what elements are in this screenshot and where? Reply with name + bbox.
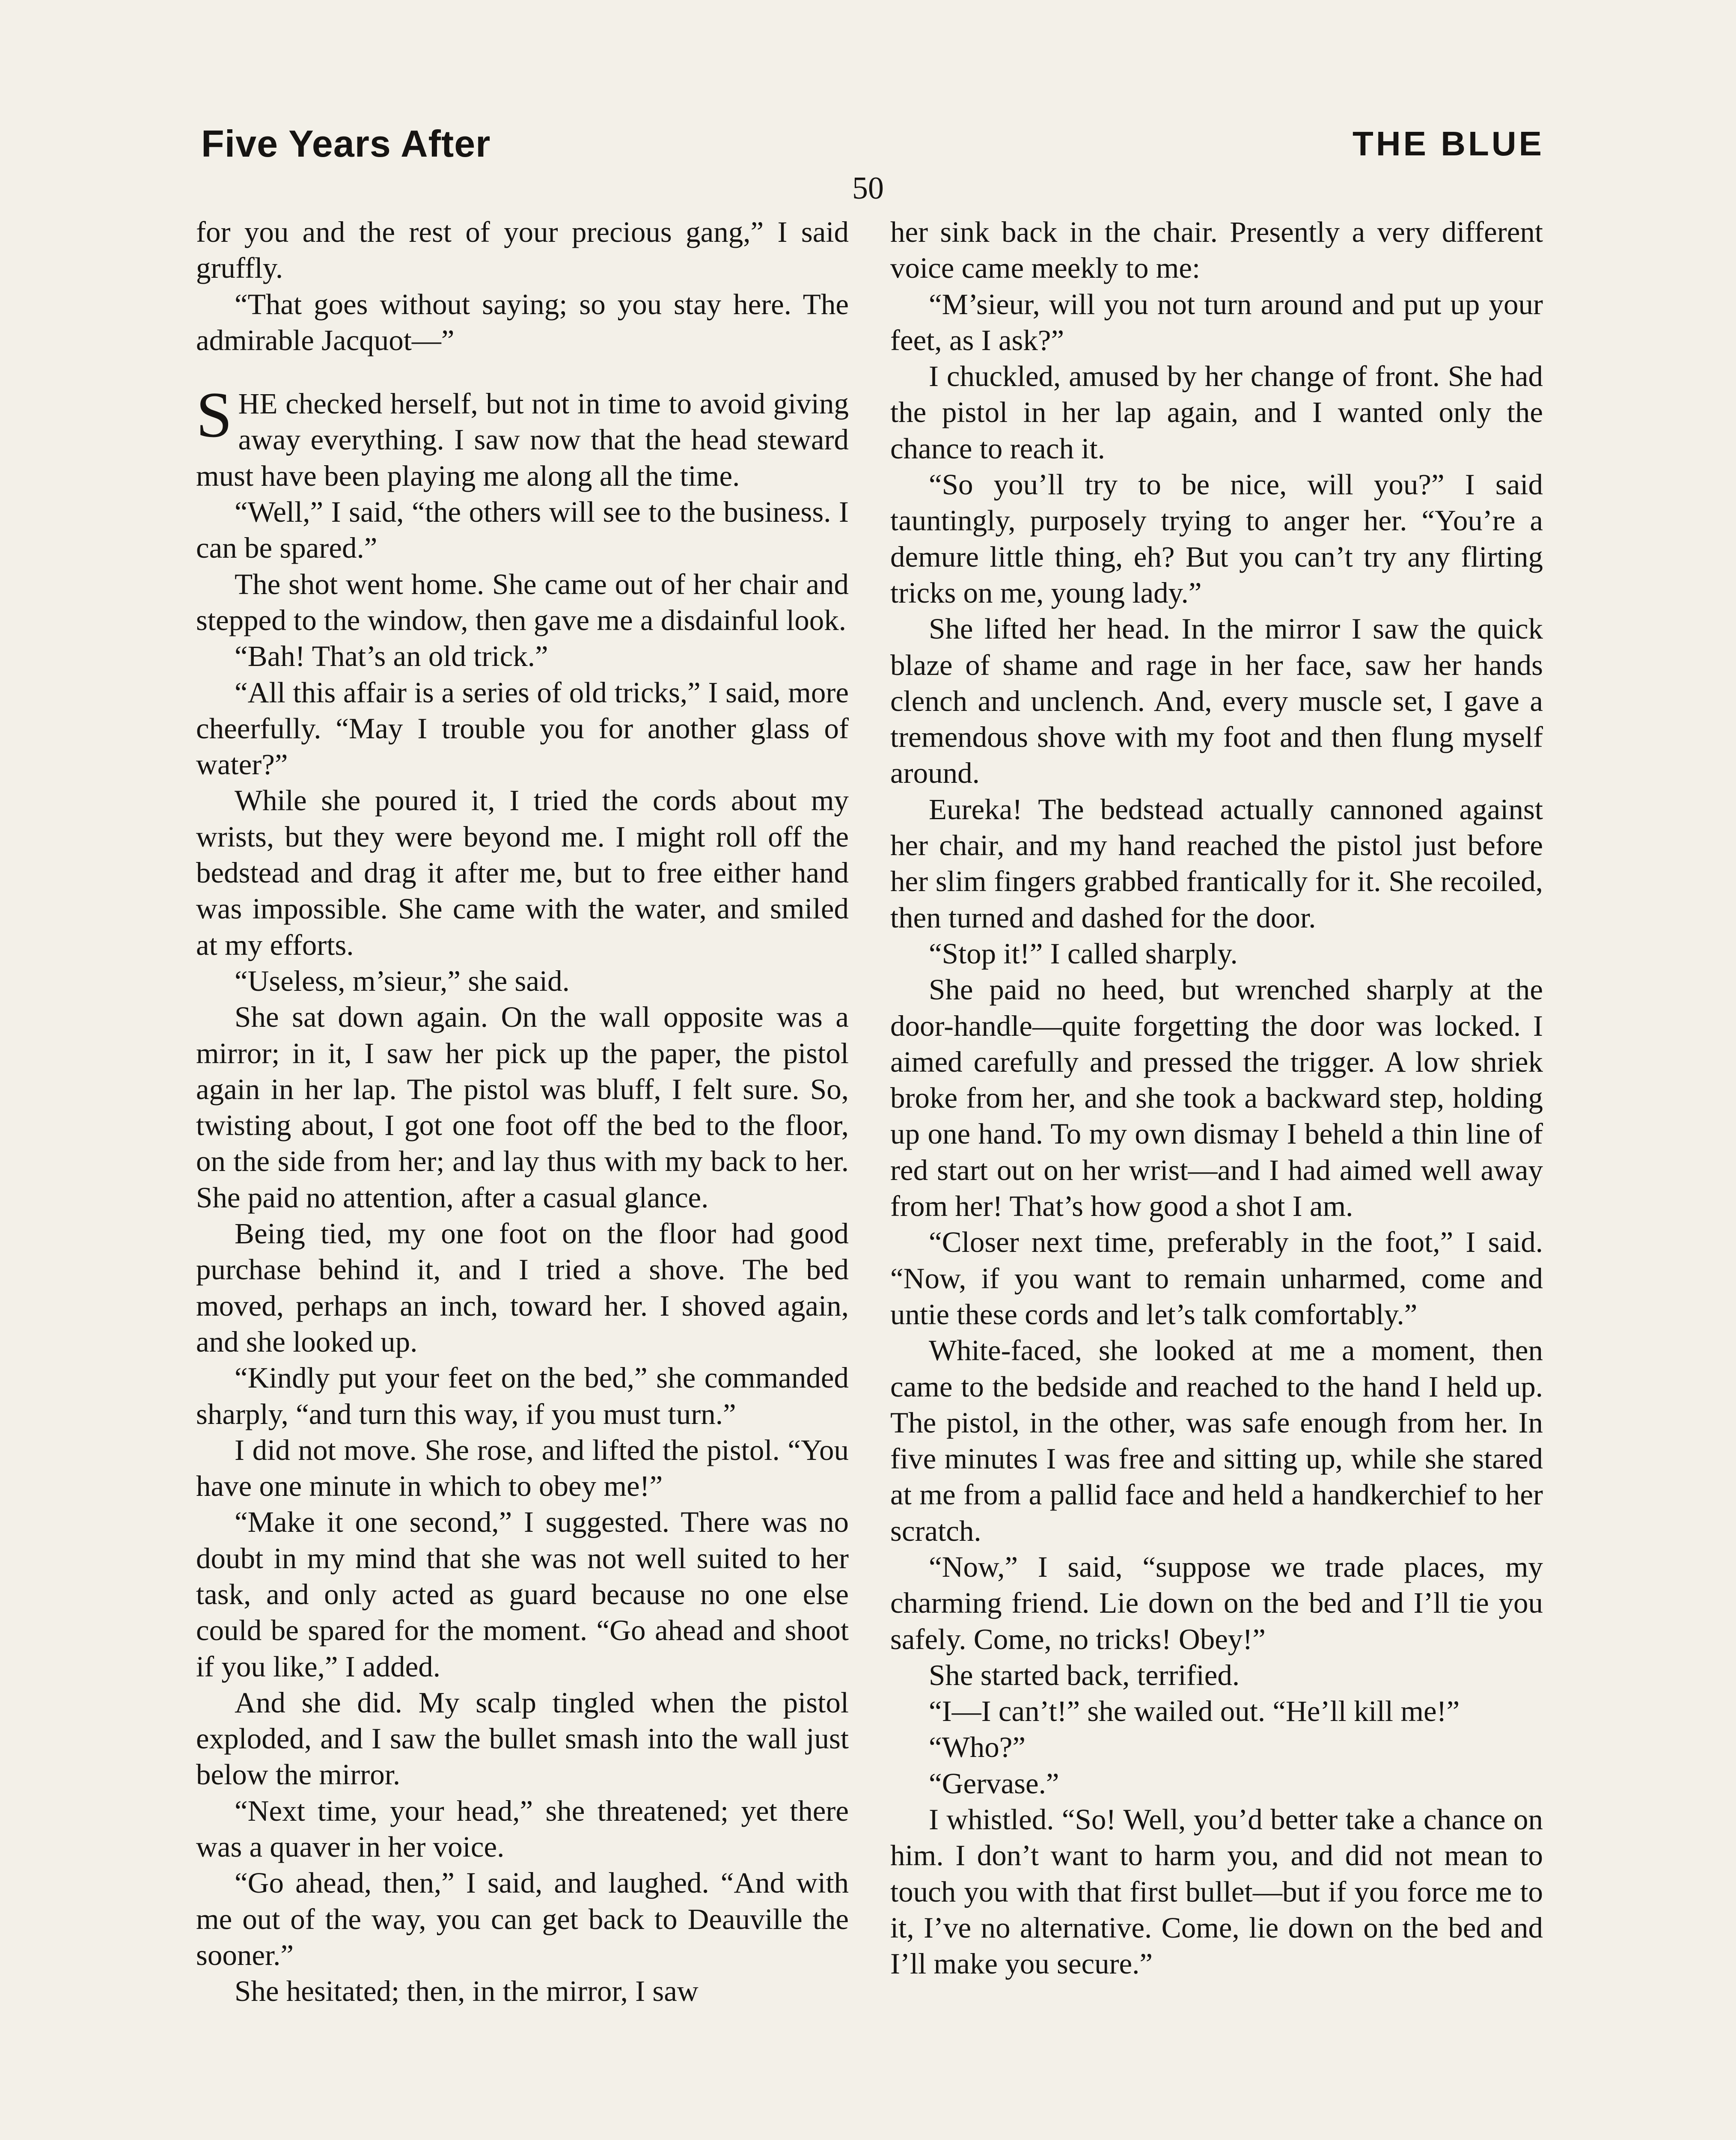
paragraph: [890, 1693, 1543, 1729]
paragraph-text: She sat down again. On the wall opposite was a mirror; in it, I saw her pick up the paper, the pistol again in her lap. The pistol was bluff, I felt sure. So, twisting about, I got one foot off the bed to the floor, on the side from her; and lay thus with my back to her. She paid no attention, after a casual glance.: [196, 1001, 849, 1214]
drop-cap: S: [196, 379, 232, 451]
paragraph: [196, 1504, 849, 1684]
paragraph-text: She hesitated; then, in the mirror, I saw: [235, 1975, 699, 2008]
paragraph-text: “Who?”: [929, 1731, 1026, 1764]
paragraph: [196, 566, 849, 639]
paragraph: [890, 1332, 1543, 1549]
running-head-title: Five Years After: [201, 122, 491, 165]
paragraph: [196, 1432, 849, 1504]
paragraph-text: “All this affair is a series of old tricks,” I said, more cheerfully. “May I trouble you for another glass of water?”: [196, 676, 849, 781]
paragraph: [890, 358, 1543, 467]
page-number: 50: [852, 171, 884, 206]
paragraph: [196, 782, 849, 963]
paragraph: [890, 972, 1543, 1224]
paragraph-text: “Gervase.”: [929, 1767, 1059, 1800]
paragraph-text: “M’sieur, will you not turn around and put up your feet, as I ask?”: [890, 288, 1543, 357]
paragraph: [890, 214, 1543, 286]
paragraph: [890, 1224, 1543, 1332]
paragraph: [890, 1729, 1543, 1765]
paragraph-text: White-faced, she looked at me a moment, then came to the bedside and reached to the hand I held up. The pistol, in the other, was safe enough from her. In five minutes I was free and sitting up, while she stared at me from a pallid face and held a handkerchief to her scratch.: [890, 1334, 1543, 1547]
paragraph: [196, 963, 849, 999]
paragraph-text: She paid no heed, but wrenched sharply at the door-handle—quite forgetting the door was locked. I aimed carefully and pressed the trigger. A low shriek broke from her, and she took a backward step, holding up one hand. To my own dismay I beheld a thin line of red start out on her wrist—and I had aimed well away from her! That’s how good a shot I am.: [890, 973, 1543, 1223]
text-column-right: [890, 214, 1543, 1982]
paragraph-text: While she poured it, I tried the cords about my wrists, but they were beyond me. I might roll off the bedstead and drag it after me, but to free either hand was impossible. She came with the water, and smiled at my efforts.: [196, 784, 849, 961]
paragraph: [196, 638, 849, 674]
paragraph: [196, 1793, 849, 1865]
paragraph-text: “That goes without saying; so you stay here. The admirable Jacquot—”: [196, 288, 849, 357]
paragraph: [196, 214, 849, 286]
paragraph: [196, 1360, 849, 1432]
paragraph-text: “So you’ll try to be nice, will you?” I said tauntingly, purposely trying to anger her. “You’re a demure little thing, eh? But you can’t try any flirting tricks on me, young lady.”: [890, 468, 1543, 609]
paragraph-text: “Useless, m’sieur,” she said.: [235, 964, 570, 997]
paragraph-text: “Make it one second,” I suggested. There was no doubt in my mind that she was not well suited to her task, and only acted as guard because no one else could be spared for the moment. “Go ahead and shoot if you like,” I added.: [196, 1506, 849, 1683]
paragraph-text: “Kindly put your feet on the bed,” she commanded sharply, “and turn this way, if you must turn.”: [196, 1361, 849, 1430]
paragraph: [890, 467, 1543, 611]
paragraph: [196, 675, 849, 783]
text-column-left: [196, 214, 849, 2009]
paragraph: [196, 1216, 849, 1360]
paragraph-text: “Well,” I said, “the others will see to the business. I can be spared.”: [196, 496, 849, 565]
paragraph: [890, 1766, 1543, 1801]
paragraph: [196, 1865, 849, 1973]
paragraph: [196, 286, 849, 359]
paragraph-text: Eureka! The bedstead actually cannoned against her chair, and my hand reached the pistol just before her slim fingers grabbed frantically for it. She recoiled, then turned and dashed for the door.: [890, 793, 1543, 934]
paragraph: [890, 1657, 1543, 1693]
paragraph-text: I whistled. “So! Well, you’d better take a chance on him. I don’t want to harm you, and did not mean to touch you with that first bullet—but if you force me to it, I’ve no alternative. Come, lie down on the bed and I’ll make you secure.”: [890, 1803, 1543, 1980]
paragraph-text: “Now,” I said, “suppose we trade places, my charming friend. Lie down on the bed and I’ll tie you safely. Come, no tricks! Obey!”: [890, 1550, 1543, 1656]
paragraph-text: I chuckled, amused by her change of front. She had the pistol in her lap again, and I wanted only the chance to reach it.: [890, 360, 1543, 465]
paragraph-text: Being tied, my one foot on the floor had good purchase behind it, and I tried a shove. The bed moved, perhaps an inch, toward her. I shoved again, and she looked up.: [196, 1217, 849, 1358]
paragraph-text: HE checked herself, but not in time to avoid giving away everything. I saw now that the head steward must have been playing me along all the time.: [196, 387, 849, 492]
paragraph: [890, 1549, 1543, 1657]
paragraph-text: “Go ahead, then,” I said, and laughed. “And with me out of the way, you can get back to Deauville the sooner.”: [196, 1867, 849, 1971]
paragraph-text: She started back, terrified.: [929, 1658, 1240, 1691]
paragraph: [890, 611, 1543, 791]
running-head-magazine: THE BLUE: [1353, 125, 1544, 163]
paragraph-text: “Stop it!” I called sharply.: [929, 937, 1238, 970]
paragraph-text: The shot went home. She came out of her chair and stepped to the window, then gave me a disdainful look.: [196, 568, 849, 636]
paragraph: [196, 1973, 849, 2009]
paragraph-text: She lifted her head. In the mirror I saw the quick blaze of shame and rage in her face, saw her hands clench and unclench. And, every muscle set, I gave a tremendous shove with my foot and then flung myself around.: [890, 612, 1543, 790]
paragraph: [890, 1801, 1543, 1982]
paragraph-text: “Bah! That’s an old trick.”: [235, 640, 548, 673]
paragraph: [196, 379, 849, 494]
paragraph-text: “Next time, your head,” she threatened; yet there was a quaver in her voice.: [196, 1794, 849, 1864]
paragraph: [196, 494, 849, 566]
paragraph-text: And she did. My scalp tingled when the pistol exploded, and I saw the bullet smash into the wall just below the mirror.: [196, 1686, 849, 1791]
paragraph-text: I did not move. She rose, and lifted the pistol. “You have one minute in which to obey me!”: [196, 1433, 849, 1503]
paragraph: [196, 999, 849, 1216]
paragraph: [890, 791, 1543, 936]
paragraph-text: “I—I can’t!” she wailed out. “He’ll kill me!”: [929, 1695, 1460, 1728]
paragraph: [890, 936, 1543, 972]
paragraph-text: her sink back in the chair. Presently a very different voice came meekly to me:: [890, 216, 1543, 285]
paragraph-text: “Closer next time, preferably in the foot,” I said. “Now, if you want to remain unharmed, come and untie these cords and let’s talk comfortably.”: [890, 1226, 1543, 1331]
paragraph-text: for you and the rest of your precious gang,” I said gruffly.: [196, 216, 849, 285]
paragraph: [196, 1685, 849, 1793]
paragraph: [890, 286, 1543, 359]
